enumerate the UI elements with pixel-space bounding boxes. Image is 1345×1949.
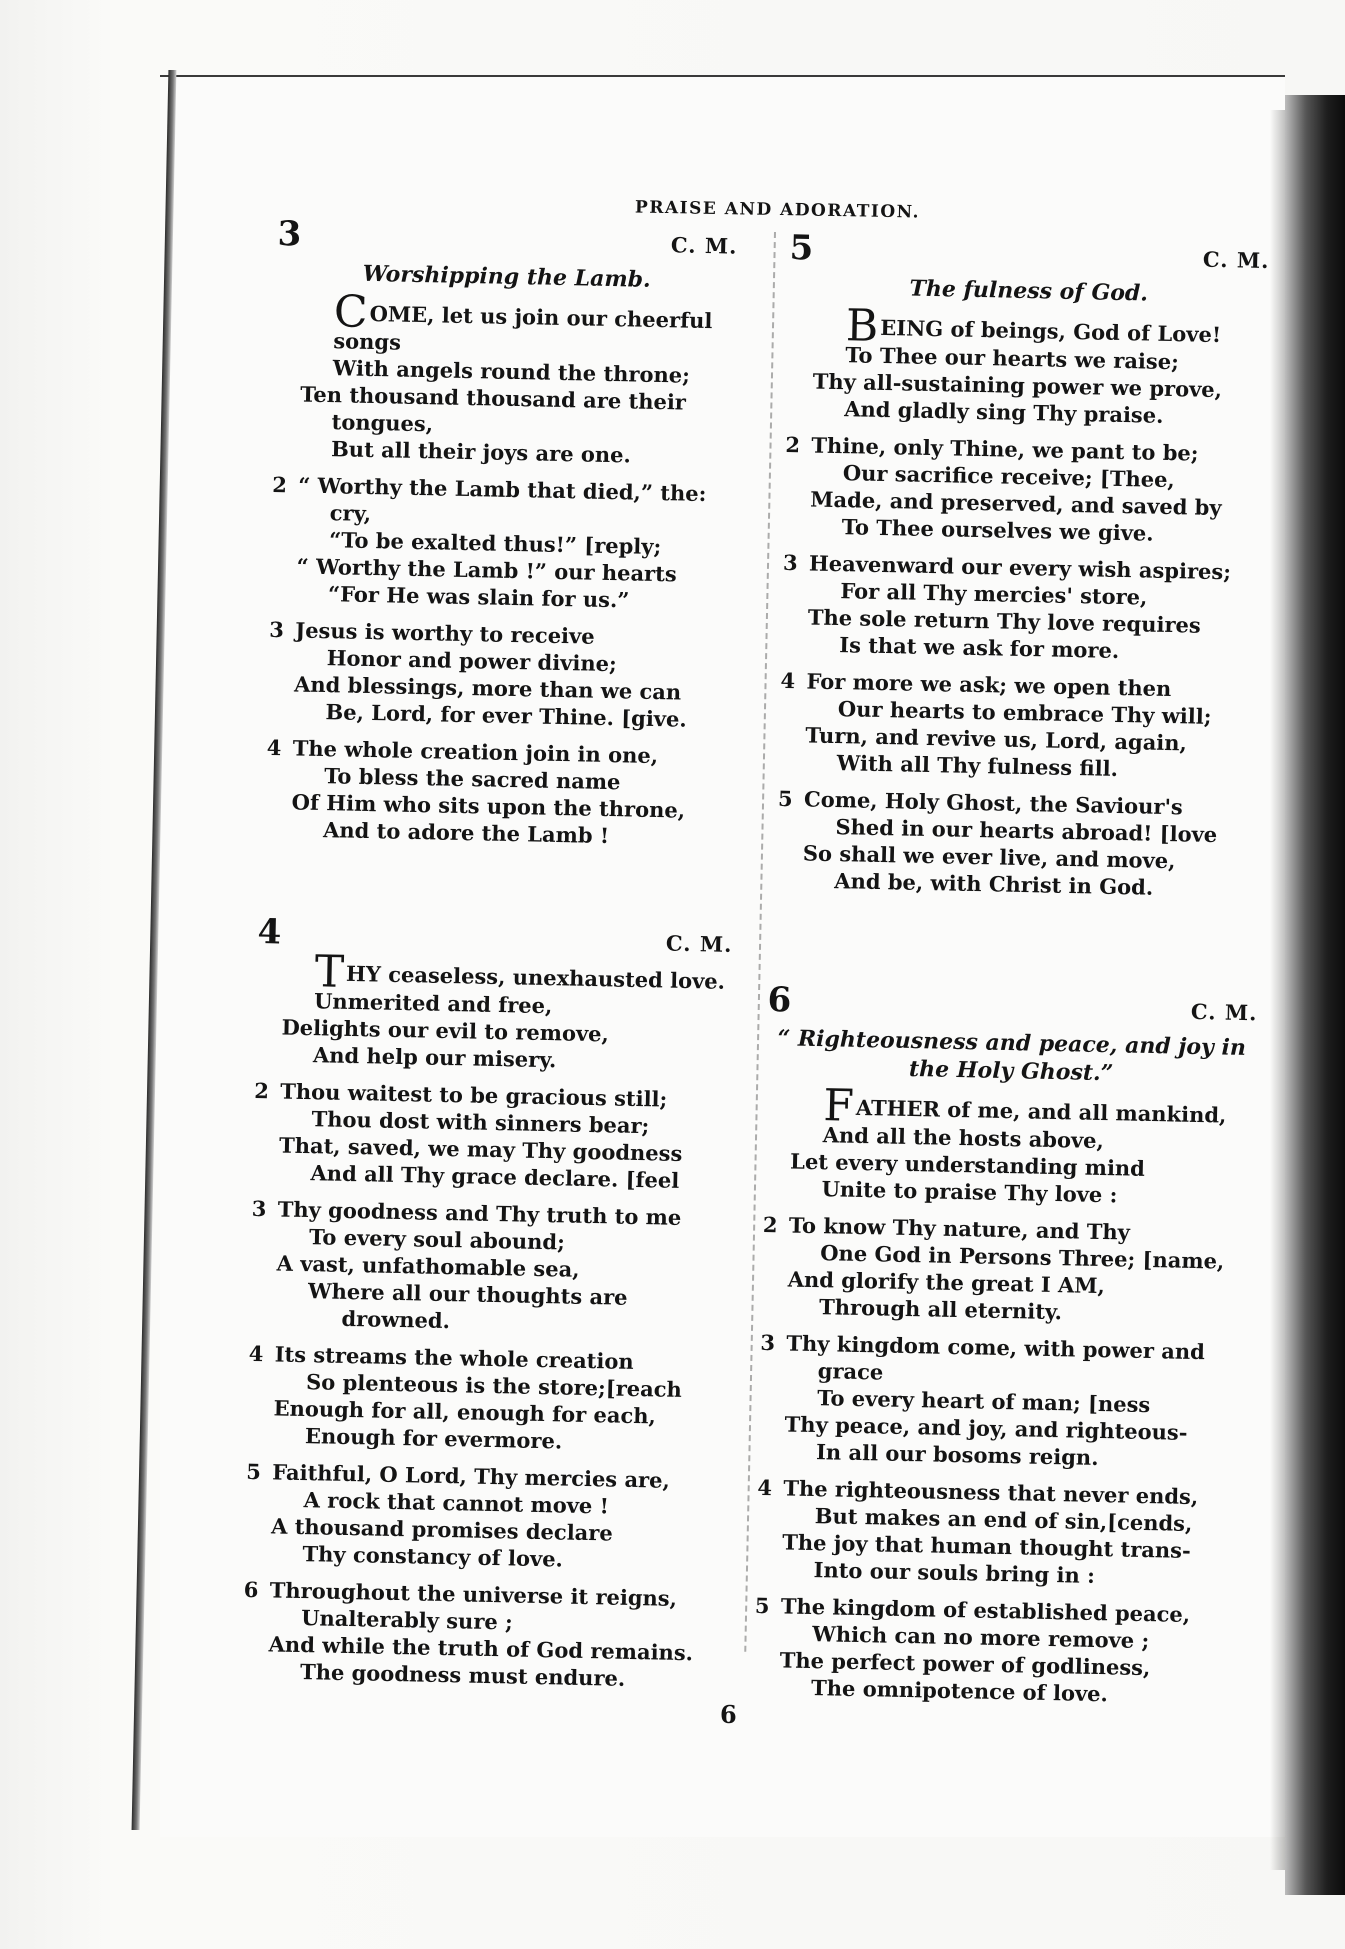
verse-text: Which can no more remove ;	[812, 1621, 1150, 1654]
hymn-4	[242, 912, 733, 1704]
verse-text: Faithful, O Lord, Thy mercies are,	[272, 1459, 671, 1493]
verse-text: Its streams the whole creation	[274, 1341, 634, 1374]
verse-text: And while the truth of God remains.	[268, 1631, 694, 1666]
verse-text: “ Worthy the Lamb that died,” the:	[298, 472, 707, 507]
verse-text: Thou waitest to be gracious still;	[279, 1078, 668, 1112]
stanza	[249, 1195, 727, 1340]
verse-text: And help our misery.	[312, 1042, 557, 1073]
verse-text: drowned.	[341, 1305, 451, 1334]
verse-text: Thy kingdom come, with power and	[786, 1330, 1206, 1365]
verse-text: The righteousness that never ends,	[783, 1475, 1199, 1510]
hymn-meter: C. M.	[670, 232, 738, 259]
verse-text: ATHER of me, and all mankind,	[855, 1094, 1227, 1128]
hymn-number: 6	[767, 980, 792, 1021]
stanza	[247, 1340, 724, 1458]
verse-text: To bless the sacred name	[323, 763, 621, 795]
verse-number: 4	[780, 667, 796, 694]
verse-text: And be, with Christ in God.	[834, 868, 1154, 900]
verse-text: Ten thousand thousand are their	[299, 381, 687, 415]
drop-cap: C	[333, 286, 369, 338]
verse-text: And glorify the great I AM,	[787, 1266, 1106, 1299]
stanza	[755, 1474, 1247, 1592]
verse-text: grace	[817, 1358, 884, 1385]
stanza-list	[265, 286, 736, 852]
drop-cap: F	[822, 1080, 855, 1132]
verse-text: Is that we ask for more.	[839, 632, 1120, 663]
verse-text: And blessings, more than we can	[293, 671, 682, 705]
verse-number: 3	[269, 616, 285, 643]
verse-text: Honor and power divine;	[326, 645, 618, 677]
book-binding-edge	[1285, 95, 1345, 1895]
hymn-5	[776, 228, 1270, 913]
verse-text: The sole return Thy love requires	[807, 604, 1201, 638]
verse-text: And to adore the Lamb !	[322, 817, 610, 849]
hymn-title: The fulness of God.	[909, 275, 1149, 307]
verse-text: Thine, only Thine, we pant to be;	[811, 432, 1199, 466]
verse-text: Turn, and revive us, Lord, again,	[805, 722, 1188, 756]
verse-text: “To be exalted thus!” [reply;	[328, 527, 662, 560]
stanza	[273, 286, 736, 471]
stanza	[252, 1077, 729, 1195]
verse-number: 6	[243, 1576, 259, 1603]
stanza	[244, 1458, 721, 1576]
verse-text: Unalterably sure ;	[300, 1605, 514, 1635]
stanza-list	[776, 300, 1268, 903]
verse-text: And all Thy grace declare. [feel	[310, 1160, 680, 1193]
verse-text: Where all our thoughts are	[307, 1278, 628, 1310]
verse-text: Unmerited and free,	[313, 988, 553, 1019]
verse-text: The kingdom of established peace,	[780, 1593, 1191, 1627]
verse-text: For all Thy mercies' store,	[840, 578, 1148, 610]
verse-text: Throughout the universe it reigns,	[269, 1577, 678, 1611]
verse-text: A rock that cannot move !	[303, 1487, 610, 1519]
drop-cap: B	[845, 300, 879, 352]
verse-text: songs	[333, 328, 402, 355]
verse-text: Jesus is worthy to receive	[295, 617, 595, 649]
verse-text: tongues,	[331, 409, 434, 437]
verse-text: The perfect power of godliness,	[779, 1647, 1151, 1681]
verse-text: And gladly sing Thy praise.	[843, 396, 1164, 428]
verse-number: 4	[248, 1340, 264, 1367]
verse-number: 2	[272, 471, 288, 498]
verse-text: With angels round the throne;	[332, 355, 691, 388]
page-number: 6	[720, 1700, 737, 1729]
stanza	[783, 431, 1265, 549]
hymn-meter: C. M.	[1190, 998, 1258, 1026]
stanza	[758, 1329, 1251, 1474]
verse-number: 3	[760, 1329, 776, 1356]
verse-text: To Thee our hearts we raise;	[845, 342, 1180, 375]
verse-text: Our sacrifice receive; [Thee,	[842, 460, 1176, 493]
stanza-list	[242, 946, 732, 1694]
verse-text: EING of beings, God of Love!	[880, 314, 1222, 348]
verse-text: Thy all-sustaining power we prove,	[812, 368, 1223, 403]
verse-text: Thy constancy of love.	[302, 1541, 564, 1572]
verse-text: Delights our evil to remove,	[281, 1014, 610, 1047]
verse-text: “For He was slain for us.”	[327, 581, 630, 613]
verse-text: Thy peace, and joy, and righteous-	[784, 1411, 1188, 1445]
verse-text: The goodness must endure.	[299, 1659, 626, 1691]
verse-text: So shall we ever live, and move,	[802, 840, 1176, 874]
stanza	[786, 300, 1268, 431]
hymn-number: 4	[257, 912, 282, 953]
verse-text: Our hearts to embrace Thy will;	[837, 696, 1212, 729]
stanza	[781, 549, 1263, 667]
verse-text: The joy that human thought trans-	[781, 1529, 1192, 1563]
verse-text: And all the hosts above,	[822, 1122, 1105, 1154]
verse-text: One God in Persons Three; [name,	[820, 1240, 1225, 1274]
hymn-6	[753, 980, 1258, 1720]
hymn-title: “ Righteousness and peace, and joy in the Holy Ghost.”	[777, 1025, 1247, 1087]
verse-text: Of Him who sits upon the throne,	[291, 789, 686, 823]
verse-number: 3	[782, 549, 798, 576]
verse-text: HY ceaseless, unexhausted love.	[345, 960, 726, 994]
verse-number: 2	[785, 431, 801, 458]
verse-text: Let every understanding mind	[789, 1148, 1146, 1181]
hymn-3	[265, 214, 738, 861]
running-head: PRAISE AND ADORATION.	[634, 197, 921, 223]
verse-text: Into our souls bring in :	[813, 1557, 1096, 1588]
hymn-title: Worshipping the Lamb.	[362, 260, 651, 293]
verse-text: Thou dost with sinners bear;	[311, 1106, 650, 1139]
verse-text: Through all eternity.	[818, 1294, 1063, 1325]
verse-text: OME, let us join our cheerful	[369, 300, 713, 334]
verse-text: That, saved, we may Thy goodness	[278, 1132, 683, 1166]
hymn-meter: C. M.	[1202, 246, 1270, 274]
verse-text: cry,	[329, 500, 372, 527]
verse-text: Heavenward our every wish aspires;	[808, 550, 1232, 585]
stanza	[242, 1576, 719, 1694]
binding-shadow	[1270, 110, 1286, 1870]
stanza	[761, 1211, 1253, 1329]
stanza	[753, 1592, 1245, 1710]
verse-text: With all Thy fulness fill.	[836, 750, 1119, 781]
stanza	[763, 1080, 1255, 1211]
verse-text: Come, Holy Ghost, the Saviour's	[803, 786, 1184, 820]
verse-text: To know Thy nature, and Thy	[788, 1212, 1131, 1245]
stanza	[255, 946, 732, 1077]
verse-text: Thy goodness and Thy truth to me	[277, 1196, 682, 1230]
verse-number: 5	[246, 1458, 262, 1485]
hymn-number: 3	[277, 214, 302, 255]
hymn-number: 5	[789, 228, 814, 269]
verse-text: The whole creation join in one,	[292, 735, 659, 769]
drop-cap: T	[314, 946, 345, 998]
stanza-list	[753, 1080, 1256, 1710]
stanza	[779, 667, 1261, 785]
verse-number: 2	[254, 1077, 270, 1104]
verse-text: To every soul abound;	[308, 1224, 566, 1255]
verse-number: 4	[266, 734, 282, 761]
verse-text: Made, and preserved, and saved by	[810, 486, 1222, 521]
hymn-meter: C. M.	[665, 930, 733, 957]
stanza	[267, 616, 729, 734]
stanza	[265, 734, 727, 852]
verse-text: But makes an end of sin,[cends,	[814, 1503, 1193, 1537]
verse-text: Unite to praise Thy love :	[821, 1176, 1118, 1208]
verse-number: 5	[777, 785, 793, 812]
verse-text: A thousand promises declare	[270, 1513, 613, 1546]
verse-text: But all their joys are one.	[330, 436, 632, 468]
verse-number: 5	[754, 1592, 770, 1619]
verse-text: Enough for all, enough for each,	[273, 1395, 657, 1429]
verse-text: So plenteous is the store;[reach	[305, 1369, 683, 1402]
verse-number: 3	[251, 1195, 267, 1222]
verse-text: To every heart of man; [ness	[817, 1385, 1151, 1418]
verse-text: Shed in our hearts abroad! [love	[835, 814, 1218, 848]
verse-number: 2	[762, 1211, 778, 1238]
verse-text: A vast, unfathomable sea,	[276, 1250, 580, 1282]
verse-text: To Thee ourselves we give.	[841, 514, 1154, 546]
verse-text: In all our bosoms reign.	[815, 1439, 1099, 1471]
verse-number: 4	[757, 1474, 773, 1501]
verse-text: Be, Lord, for ever Thine. [give.	[325, 699, 687, 732]
verse-text: “ Worthy the Lamb !” our hearts	[296, 553, 677, 587]
verse-text: For more we ask; we open then	[806, 668, 1172, 702]
verse-text: Enough for evermore.	[304, 1423, 563, 1454]
stanza	[270, 471, 733, 616]
stanza	[776, 785, 1258, 903]
verse-text: The omnipotence of love.	[810, 1675, 1109, 1707]
